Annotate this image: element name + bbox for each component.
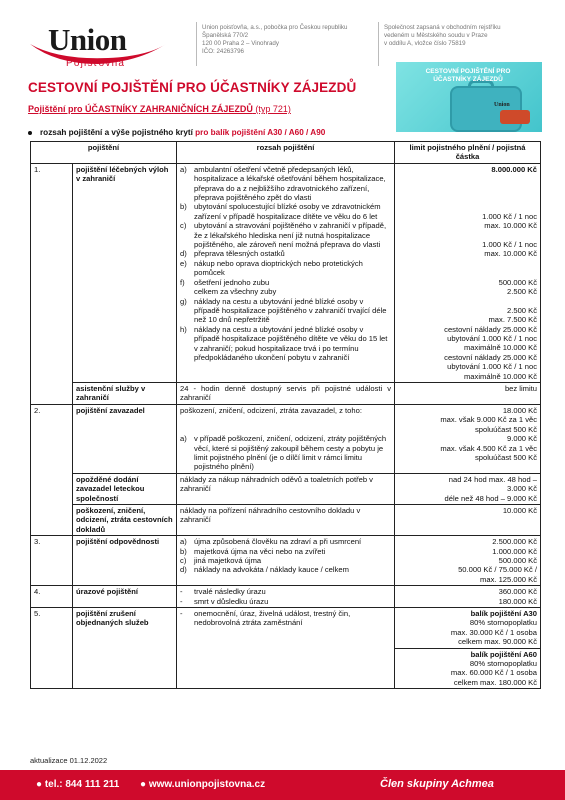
scope-cell: náklady na pořízení náhradního cestovního dokladu v zahraničí — [177, 504, 395, 535]
list-item: - smrt v důsledku úrazu — [180, 596, 269, 606]
limit-cell: balík pojištění A60 80% stornopoplatku max. 60.000 Kč / 1 osoba celkem max. 180.000 Kč — [395, 648, 541, 689]
list-item: d) náklady na advokáta / náklady kauce / celkem — [180, 565, 349, 575]
banner-logo: Union — [494, 102, 510, 108]
scope-cell — [177, 163, 395, 382]
row-number: 1. — [31, 163, 73, 404]
scope-cell — [177, 608, 395, 689]
table-header-row — [31, 142, 541, 164]
suitcase-icon — [450, 86, 522, 132]
list-item: - trvalé následky úrazu — [180, 587, 266, 597]
table-row — [31, 473, 541, 504]
row-number: 3. — [31, 536, 73, 586]
footer-website-link[interactable]: ● www.unionpojistovna.cz — [140, 779, 266, 790]
list-item: f) ošetření jednoho zubu celkem za všechny zuby — [180, 277, 277, 297]
row-number: 5. — [31, 608, 73, 689]
union-logo — [28, 14, 168, 70]
limit-cell: nad 24 hod max. 48 hod – 3.000 Kč déle než 48 hod – 9.000 Kč — [395, 473, 541, 504]
scope-cell: poškození, zničení, odcizení, ztráta zavazadel, z toho: a) v případě poškození, zničení, odcizení, ztráty pojištěných věcí, které si pojištěný zakoupil během cesty a pobytu je limit pojistného plnění (je o dílčí limit v rámci limitu pojistného plnění) — [177, 404, 395, 473]
footer-bar — [0, 770, 565, 800]
risk-name: opožděné dodání zavazadel leteckou společností — [73, 473, 177, 504]
table-row — [31, 586, 541, 608]
list-item: c) jiná majetková újma — [180, 555, 262, 565]
header-limit: limit pojistného plnění / pojistná částka — [395, 142, 541, 164]
list-item: g) náklady na cestu a ubytování jedné blízké osoby v případě hospitalizace pojištěného v zahraničí trvající déle než 10 dnů nepřetržitě — [180, 296, 387, 325]
list-item: a) v případě poškození, zničení, odcizení, ztráty pojištěných věcí, které si pojištěný zakoupil během cesty a pobytu je limit pojistného plnění (je o dílčí limit v rámci limitu pojistného plnění) — [180, 434, 387, 472]
list-item: b) majetková újma na věci nebo na zvířeti — [180, 546, 326, 556]
limit-cell: 18.000 Kč max. však 9.000 Kč za 1 věc spoluúčast 500 Kč 9.000 Kč max. však 4.500 Kč za 1 věc spoluúčast 500 Kč — [395, 404, 541, 473]
register-info: Společnost zapsaná v obchodním rejstříku vedeném u Městského soudu v Praze v oddílu A, vložce číslo 75819 — [384, 24, 501, 47]
list-item: d) přeprava tělesných ostatků — [180, 249, 285, 259]
risk-name: úrazové pojištění — [73, 586, 177, 608]
page-title: CESTOVNÍ POJIŠTĚNÍ PRO ÚČASTNÍKY ZÁJEZDŮ — [28, 80, 357, 95]
table-row — [31, 536, 541, 586]
limit-cell: bez limitu — [395, 383, 541, 405]
table-row — [31, 404, 541, 473]
list-item: a) ambulantní ošetření včetně předepsaných léků, hospitalizace a lékařské ošetřování během hospitalizace, přeprava do a z nejbližšího zdravotnického zařízení, přeprava pojištěného zpět do vlasti — [180, 164, 386, 203]
list-item: a) újma způsobená člověku na zdraví a při usmrcení — [180, 537, 362, 547]
scope-cell: 24 - hodin denně dostupný servis při pojistné události v zahraničí — [177, 383, 395, 405]
scope-cell — [177, 586, 395, 608]
limit-cell: 2.500.000 Kč 1.000.000 Kč 500.000 Kč 50.000 Kč / 75.000 Kč / max. 125.000 Kč — [395, 536, 541, 586]
update-date: aktualizace 01.12.2022 — [30, 756, 108, 765]
list-item: h) náklady na cestu a ubytování jedné blízké osoby v případě hospitalizace pojištěného dítěte ve věku do 15 let v zahraničí; pokud hospitalizace trvá i po termínu předpokládaného ukončení pobytu v zahraničí — [180, 324, 388, 362]
list-item: e) nákup nebo oprava dioptrických nebo protetických pomůcek — [180, 258, 363, 278]
row-number: 2. — [31, 404, 73, 535]
table-row — [31, 163, 541, 382]
limit-cell: 8.000.000 Kč 1.000 Kč / 1 noc max. 10.000 Kč 1.000 Kč / 1 noc max. 10.000 Kč 500.000 Kč 2.500 Kč 2.500 Kč max. 7.500 Kč cestovní náklady 25.000 Kč ubytování 1.000 Kč / 1 noc maximálně 10.000 Kč cestovní náklady 25.000 Kč ubytování 1.000 Kč / 1 noc maximálně 10.000 Kč — [395, 163, 541, 382]
footer-group: Člen skupiny Achmea — [380, 778, 494, 790]
table-row — [31, 608, 541, 649]
list-item: c) ubytování a stravování pojištěného v zahraničí v případě, že z lékařského hlediska není již nutná hospitalizace pojištěného, ale zároveň není možná přeprava do vlasti — [180, 221, 387, 250]
scope-cell: náklady za nákup náhradních oděvů a toaletních potřeb v zahraničí — [177, 473, 395, 504]
scope-bullet: rozsah pojištění a výše pojistného krytí pro balík pojištění A30 / A60 / A90 — [28, 128, 325, 137]
company-address: Union poisťovňa, a.s., pobočka pro Českou republiku Španělská 770/2 120 00 Praha 2 – Vinohrady IČO: 24263796 — [202, 24, 348, 55]
footer-phone[interactable]: ● tel.: 844 111 211 — [36, 779, 120, 790]
header-scope: rozsah pojištění — [177, 142, 395, 164]
risk-name: poškození, zničení, odcizení, ztráta cestovních dokladů — [73, 504, 177, 535]
banner-title: CESTOVNÍ POJIŠTĚNÍ PRO ÚČASTNÍKY ZÁJEZDŮ — [425, 68, 511, 83]
risk-name: pojištění léčebných výloh v zahraničí — [73, 163, 177, 382]
header-divider — [196, 22, 197, 66]
promo-banner — [396, 62, 542, 132]
bullet-icon — [28, 131, 32, 135]
header-insurance: pojištění — [31, 142, 177, 164]
coverage-table — [30, 141, 541, 689]
risk-name: asistenční služby v zahraničí — [73, 383, 177, 405]
limit-cell: 10.000 Kč — [395, 504, 541, 535]
limit-cell: balík pojištění A30 80% stornopoplatku max. 30.000 Kč / 1 osoba celkem max. 90.000 Kč — [395, 608, 541, 649]
logo-word: Union — [48, 22, 127, 57]
row-number: 4. — [31, 586, 73, 608]
bag-icon — [500, 110, 530, 124]
risk-name: pojištění odpovědnosti — [73, 536, 177, 586]
page-subtitle: Pojištění pro ÚČASTNÍKY ZAHRANIČNÍCH ZÁJEZDŮ (typ 721) — [28, 104, 291, 114]
scope-cell — [177, 536, 395, 586]
table-row — [31, 504, 541, 535]
list-item: b) ubytování spolucestující blízké osoby ve zdravotnickém zařízení v případě hospitalizace dítěte ve věku do 6 let — [180, 202, 381, 221]
logo-subtitle: Pojišťovna — [66, 58, 126, 69]
list-item: - onemocnění, úraz, živelná událost, trestný čin, nedobrovolná ztráta zaměstnání — [180, 609, 351, 628]
risk-name: pojištění zavazadel — [73, 404, 177, 473]
table-row — [31, 383, 541, 405]
risk-name: pojištění zrušení objednaných služeb — [73, 608, 177, 689]
header-divider — [378, 22, 379, 66]
limit-cell: 360.000 Kč 180.000 Kč — [395, 586, 541, 608]
